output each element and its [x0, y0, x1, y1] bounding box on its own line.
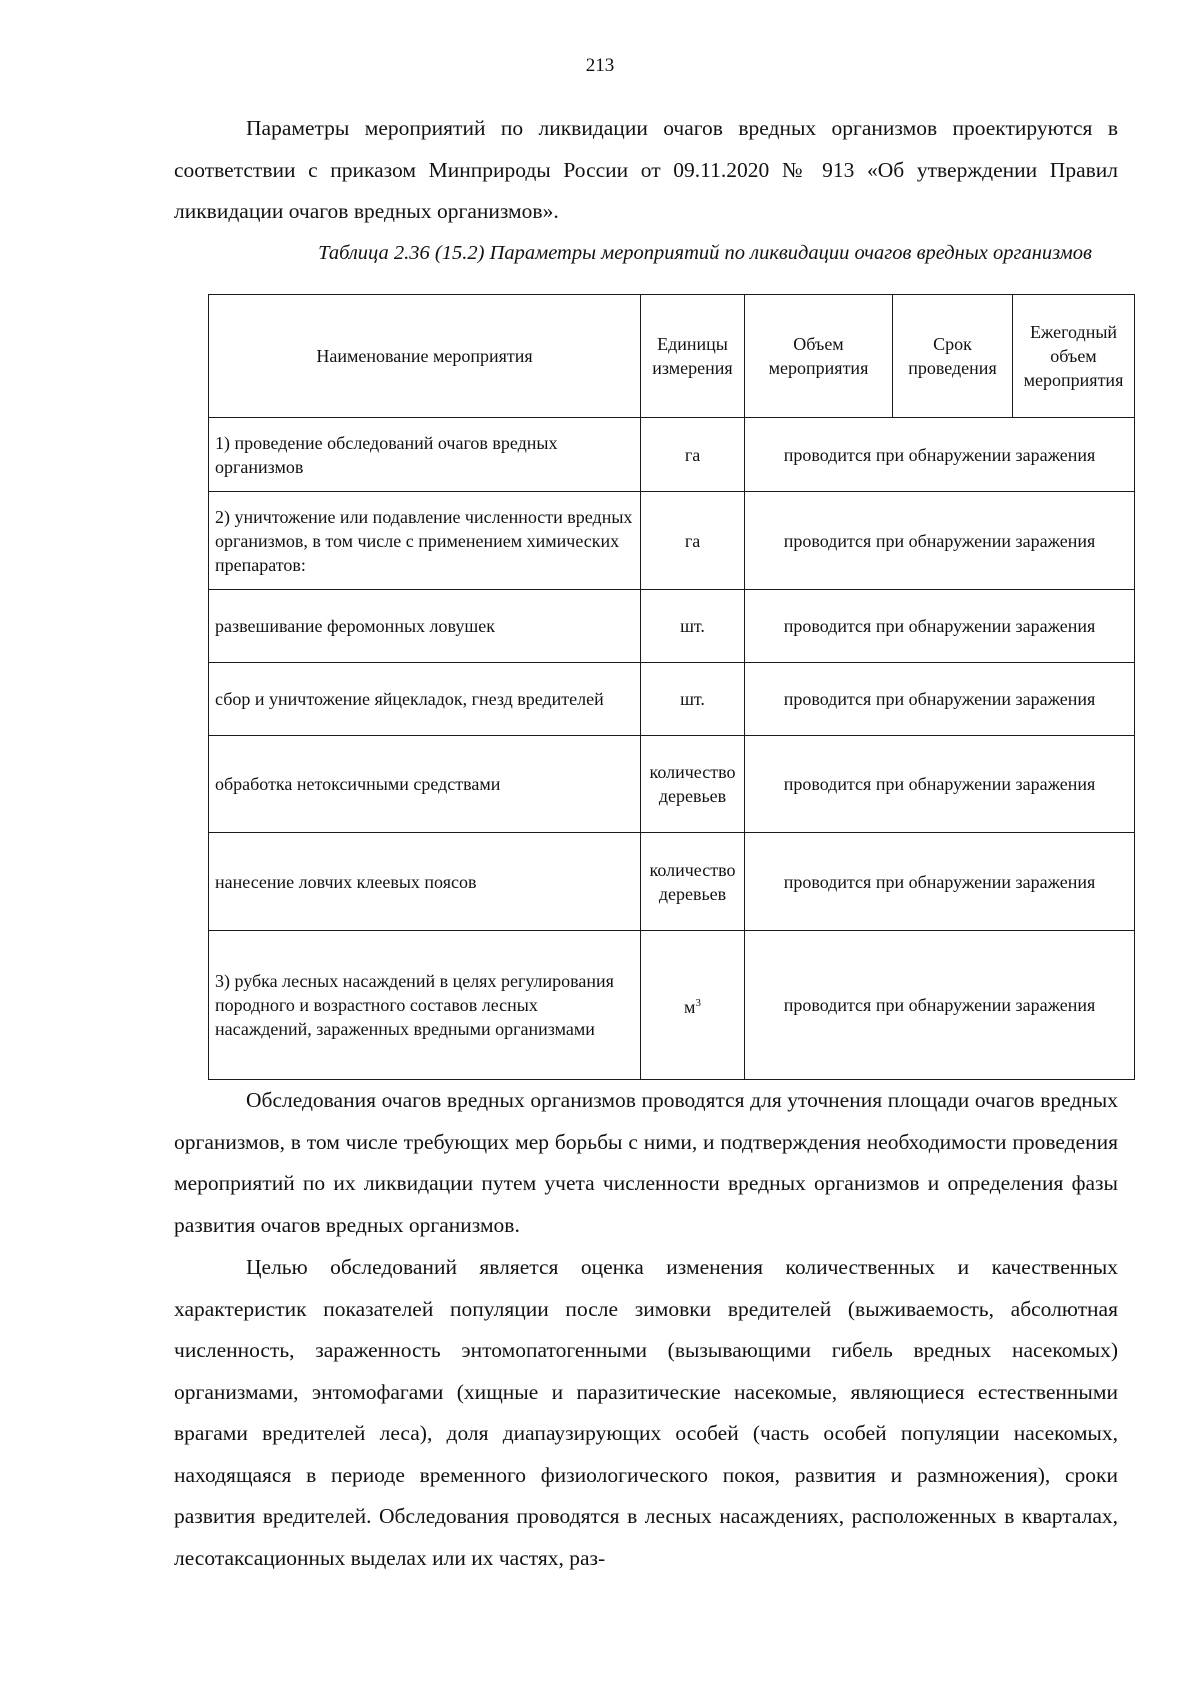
measure-name: развешивание феромонных ловушек — [209, 590, 641, 663]
measure-note: проводится при обнаружении заражения — [745, 418, 1135, 492]
measure-name: 3) рубка лесных насаждений в целях регулирования породного и возрастного составов лесных насаждений, зараженных вредными организмами — [209, 931, 641, 1080]
measure-unit: количество деревьев — [641, 833, 745, 931]
page-number: 213 — [585, 55, 615, 76]
measure-note: проводится при обнаружении заражения — [745, 833, 1135, 931]
intro-paragraph: Параметры мероприятий по ликвидации очагов вредных организмов проектируются в соответствии с приказом Минприроды России от 09.11.2020 № 913 «Об утверждении Правил ликвидации очагов вредных организмов». — [174, 116, 1118, 223]
table-row — [209, 590, 1135, 663]
table-caption: Таблица 2.36 (15.2) Параметры мероприятий по ликвидации очагов вредных организмов — [318, 242, 1092, 264]
header-unit: Единицы измерения — [641, 295, 745, 418]
unit-text: м — [684, 997, 696, 1017]
body-paragraph-3: Целью обследований является оценка изменения количественных и качественных характеристик показателей популяции после зимовки вредителей (выживаемость, абсолютная численность, зараженность энтомопатогенными (вызывающими гибель вредных насекомых) организмами, энтомофагами (хищные и паразитические насекомые, являющиеся естественными врагами вредителей леса), доля диапаузирующих особей (часть особей популяции насекомых, находящаяся в периоде временного физиологического покоя, развития и размножения), сроки развития вредителей. Обследования проводятся в лесных насаждениях, расположенных в кварталах, лесотаксационных выделах или их частях, раз- — [174, 1255, 1118, 1570]
measure-name: 2) уничтожение или подавление численности вредных организмов, в том числе с применением химических препаратов: — [209, 492, 641, 590]
measure-note: проводится при обнаружении заражения — [745, 590, 1135, 663]
measure-name: нанесение ловчих клеевых поясов — [209, 833, 641, 931]
measure-unit: количество деревьев — [641, 736, 745, 833]
table-row — [209, 663, 1135, 736]
measure-note: проводится при обнаружении заражения — [745, 931, 1135, 1080]
body-paragraph-2: Обследования очагов вредных организмов проводятся для уточнения площади очагов вредных организмов, в том числе требующих мер борьбы с ними, и подтверждения необходимости проведения мероприятий по их ликвидации путем учета численности вредных организмов и определения фазы развития очагов вредных организмов. — [174, 1088, 1118, 1237]
header-annual: Ежегодный объем мероприятия — [1013, 295, 1135, 418]
header-name: Наименование мероприятия — [209, 295, 641, 418]
measure-unit: га — [641, 492, 745, 590]
table-row — [209, 833, 1135, 931]
table-header-row — [209, 295, 1135, 418]
table-row — [209, 418, 1135, 492]
measure-note: проводится при обнаружении заражения — [745, 492, 1135, 590]
table-row — [209, 736, 1135, 833]
measure-name: сбор и уничтожение яйцекладок, гнезд вредителей — [209, 663, 641, 736]
measure-unit: га — [641, 418, 745, 492]
measure-note: проводится при обнаружении заражения — [745, 663, 1135, 736]
measure-unit: шт. — [641, 590, 745, 663]
header-volume: Объем мероприятия — [745, 295, 893, 418]
header-term: Срок проведения — [893, 295, 1013, 418]
table-row — [209, 492, 1135, 590]
measure-name: 1) проведение обследований очагов вредных организмов — [209, 418, 641, 492]
measure-unit: шт. — [641, 663, 745, 736]
measures-table — [208, 294, 1135, 1080]
measure-unit — [641, 931, 745, 1080]
measure-note: проводится при обнаружении заражения — [745, 736, 1135, 833]
unit-superscript: 3 — [695, 997, 701, 1009]
measure-name: обработка нетоксичными средствами — [209, 736, 641, 833]
table-row — [209, 931, 1135, 1080]
